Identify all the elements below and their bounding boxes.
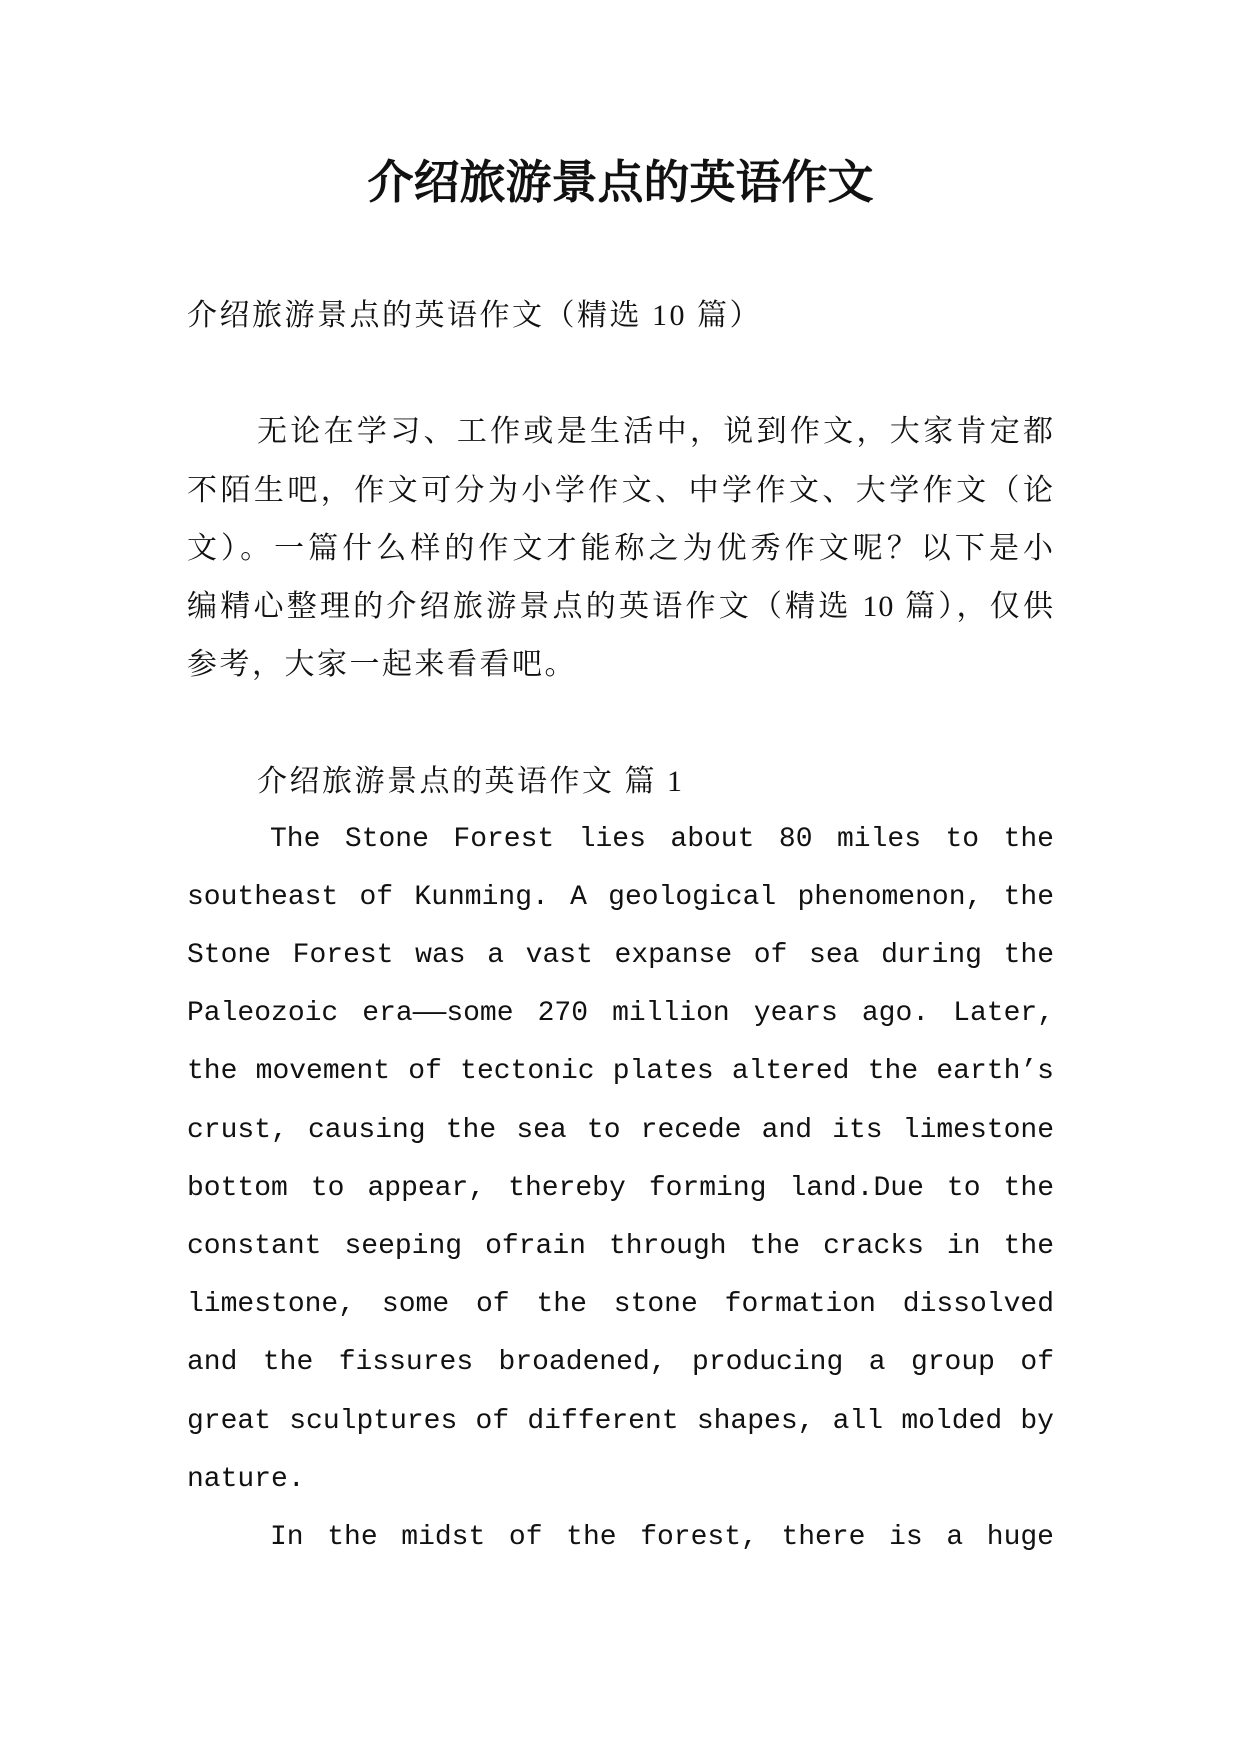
paragraph-line: The Stone Forest lies about 80 miles to the <box>270 823 1054 855</box>
section-heading: 介绍旅游景点的英语作文 篇 1 <box>257 764 685 798</box>
paragraph-line: southeast of Kunming. A geological phenomenon, the <box>187 881 1054 913</box>
paragraph-line: 无论在学习、工作或是生活中，说到作文，大家肯定都 <box>257 415 1054 449</box>
blank-line <box>187 345 1054 403</box>
body-paragraph <box>187 811 1054 1509</box>
paragraph-line: and the fissures broadened, producing a group of <box>187 1347 1054 1379</box>
document-body <box>187 287 1054 1567</box>
paragraph-line: crust, causing the sea to recede and its limestone <box>187 1114 1054 1146</box>
paragraph-line: 文）。一篇什么样的作文才能称之为优秀作文呢？以下是小 <box>187 531 1054 565</box>
blank-line <box>187 694 1054 752</box>
document-title: 介绍旅游景点的英语作文 <box>367 155 874 209</box>
paragraph-line: constant seeping ofrain through the cracks in the <box>187 1231 1054 1262</box>
paragraph-line: 编精心整理的介绍旅游景点的英语作文（精选 10 篇），仅供 <box>187 589 1054 623</box>
paragraph-line: great sculptures of different shapes, all molded by <box>187 1405 1054 1437</box>
document-subtitle: 介绍旅游景点的英语作文（精选 10 篇） <box>187 299 762 332</box>
paragraph-line: Stone Forest was a vast expanse of sea during the <box>187 940 1054 972</box>
paragraph-line: 参考，大家一起来看看吧。 <box>187 648 577 682</box>
paragraph-line: bottom to appear, thereby forming land.Due to the <box>187 1172 1054 1204</box>
paragraph-line: nature. <box>187 1463 305 1495</box>
intro-paragraph <box>187 403 1054 694</box>
body-paragraph <box>187 1509 1054 1567</box>
paragraph-line: limestone, some of the stone formation dissolved <box>187 1289 1054 1321</box>
paragraph-line: In the midst of the forest, there is a huge <box>270 1521 1054 1553</box>
paragraph-line: 不陌生吧，作文可分为小学作文、中学作文、大学作文（论 <box>187 473 1054 507</box>
paragraph-line: Paleozoic era——some 270 million years ago. Later, <box>187 998 1054 1030</box>
paragraph-line: the movement of tectonic plates altered the earth’s <box>187 1056 1054 1088</box>
